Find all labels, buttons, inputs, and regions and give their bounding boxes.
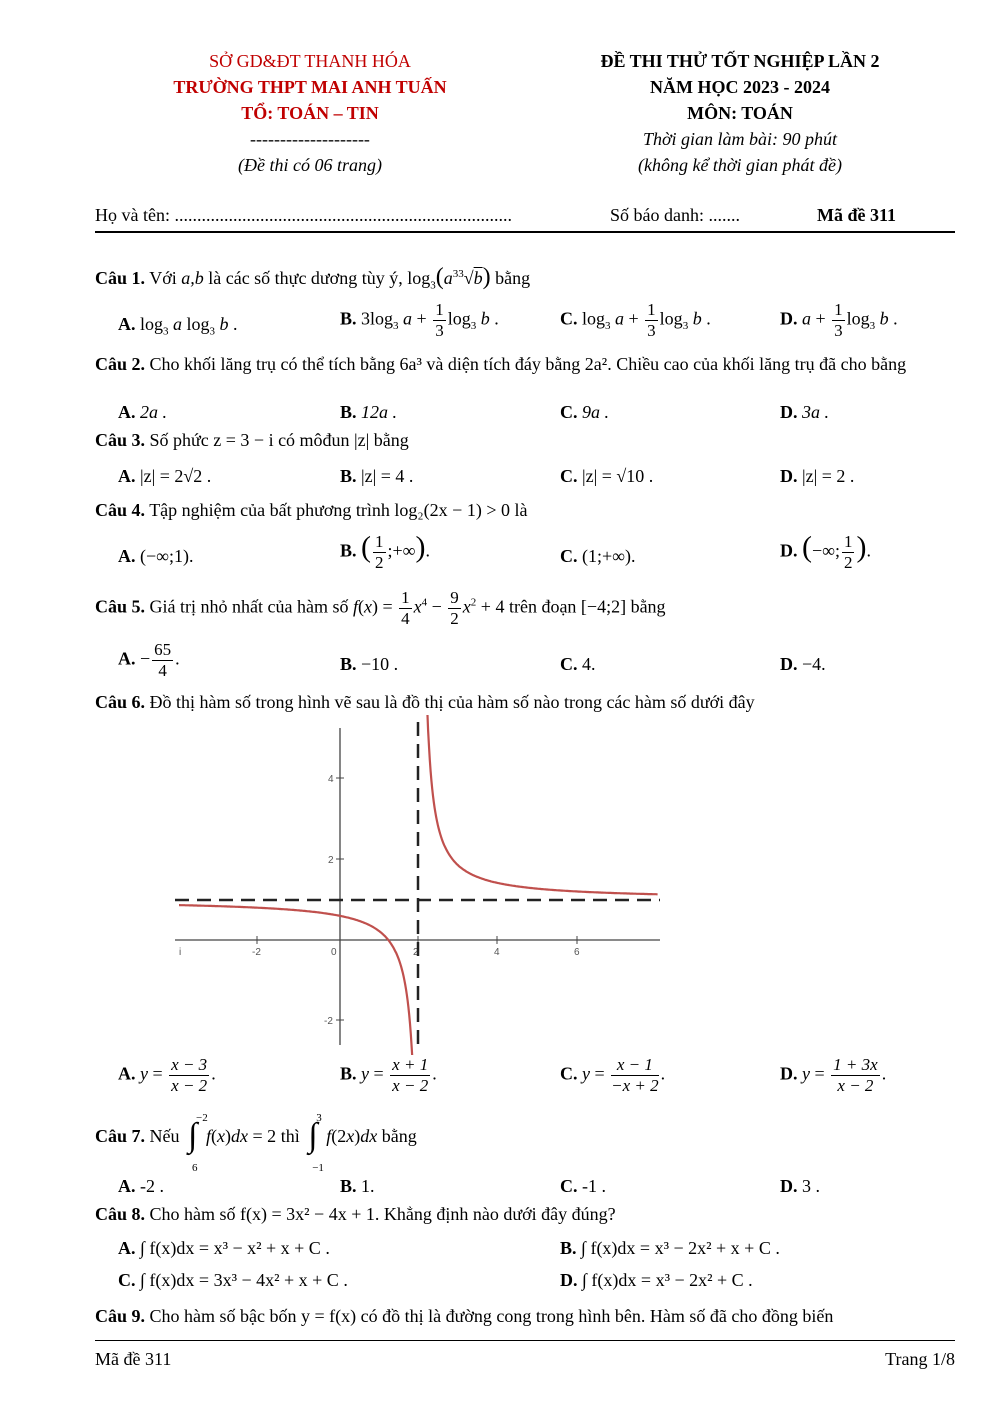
question-text: bằng <box>490 268 531 288</box>
q6-option-a: A. y = $\frac{x - 3}{x - 2}$ . <box>118 1055 216 1095</box>
time-note: (không kể thời gian phát đề) <box>637 155 843 175</box>
q3-option-c: C. |z| = √10 . <box>560 466 654 486</box>
question-4 <box>95 498 955 522</box>
q1-option-a: A. $\log_3 a$ $\log_3 b$ . <box>118 314 238 338</box>
subject: MÔN: TOÁN <box>687 103 793 123</box>
q4-option-b: B. ( $\frac{1}{2}$ ;+∞). <box>340 530 430 572</box>
q2-option-a: A. 2a . <box>118 402 167 422</box>
q2-option-d: D. 3a . <box>780 402 829 422</box>
page-number: Trang 1/8 <box>885 1349 955 1369</box>
header-right <box>520 48 960 178</box>
q7-option-a: A. -2 . <box>118 1176 164 1196</box>
x-tick-label: 0 <box>331 947 337 958</box>
question-label: Câu 9. <box>95 1306 146 1326</box>
question-text: bằng <box>377 1126 417 1147</box>
student-number-field: Số báo danh: ....... <box>610 205 740 225</box>
student-name-field: Họ và tên: ........................................................................... <box>95 205 512 225</box>
y-tick-label: 2 <box>328 855 334 866</box>
question-5: Câu 5. Giá trị nhỏ nhất của hàm số f(x) = $\frac{1}{4}$ $x^4$ − $\frac{9}{2}$ $x^2 + 4$ trên đoạn [−4;2] bằng <box>95 588 666 628</box>
q4-option-d: D. (−∞; $\frac{1}{2}$ ). <box>780 530 871 572</box>
question-text: Tập nghiệm của bất phương trình log₂(2x − 1) > 0 là <box>145 500 528 520</box>
question-text: Cho hàm số bậc bốn y = f(x) có đồ thị là đường cong trong hình bên. Hàm số đã cho đồng biến <box>145 1306 834 1326</box>
question-text: trên đoạn [−4;2] bằng <box>504 596 666 617</box>
q8-option-d: D. ∫ f(x)dx = x³ − 2x² + C . <box>560 1270 753 1290</box>
student-id-line <box>95 203 955 233</box>
q7-option-c: C. -1 . <box>560 1176 606 1196</box>
q5-option-d: D. −4. <box>780 654 826 674</box>
q8-option-a: A. ∫ f(x)dx = x³ − x² + x + C . <box>118 1238 330 1258</box>
department-name: SỞ GD&ĐT THANH HÓA <box>209 51 411 71</box>
question-3 <box>95 428 955 452</box>
x-tick-label: -2 <box>252 947 261 958</box>
question-label: Câu 5. <box>95 596 146 617</box>
q3-option-d: D. |z| = 2 . <box>780 466 855 486</box>
graph-branch-right <box>423 715 658 894</box>
question-label: Câu 8. <box>95 1204 146 1224</box>
time-limit: Thời gian làm bài: 90 phút <box>642 129 838 149</box>
q7-option-d: D. 3 . <box>780 1176 820 1196</box>
question-text: thì <box>276 1126 305 1147</box>
question-text: Cho khối lăng trụ có thể tích bằng 6a³ và diện tích đáy bằng 2a². Chiều cao của khối lăng trụ đã cho bằng <box>145 354 907 374</box>
q8-option-b: B. ∫ f(x)dx = x³ − 2x² + x + C . <box>560 1238 780 1258</box>
q8-option-c: C. ∫ f(x)dx = 3x³ − 4x² + x + C . <box>118 1270 348 1290</box>
x-tick-label: 4 <box>494 947 500 958</box>
question-2 <box>95 352 955 376</box>
q6-option-b: B. y = $\frac{x + 1}{x - 2}$ . <box>340 1055 437 1095</box>
q4-option-c: C. (1;+∞). <box>560 546 636 566</box>
q5-option-a: A. − $\frac{65}{4}$ . <box>118 640 180 680</box>
q2-option-b: B. 12a . <box>340 402 398 422</box>
q5-option-b: B. −10 . <box>340 654 399 674</box>
page-footer <box>95 1340 955 1370</box>
svg-text:i: i <box>179 947 182 958</box>
school-year: NĂM HỌC 2023 - 2024 <box>650 77 830 97</box>
y-tick-label: -2 <box>324 1016 333 1027</box>
question-9 <box>95 1304 955 1328</box>
question-label: Câu 2. <box>95 354 146 374</box>
group-name: TỔ: TOÁN – TIN <box>241 103 379 123</box>
question-label: Câu 6. <box>95 692 146 712</box>
question-label: Câu 3. <box>95 430 146 450</box>
question-text: là các số thực dương tùy ý, <box>203 268 408 288</box>
footer-exam-code: Mã đề 311 <box>95 1349 172 1369</box>
question-text: Số phức z = 3 − i có môđun |z| bằng <box>145 430 409 450</box>
question-text: Nếu <box>145 1126 185 1147</box>
q6-option-d: D. y = $\frac{1 + 3x}{x - 2}$ . <box>780 1055 887 1095</box>
question-label: Câu 1. <box>95 268 146 288</box>
question-text: Đồ thị hàm số trong hình vẽ sau là đồ thị của hàm số nào trong các hàm số dưới đây <box>145 692 755 712</box>
q3-option-b: B. |z| = 4 . <box>340 466 414 486</box>
q1-option-d: D. a + $\frac{1}{3}$ $\log_3 b$ . <box>780 300 898 340</box>
function-graph <box>170 715 670 1055</box>
exam-title: ĐỀ THI THỬ TỐT NGHIỆP LẦN 2 <box>600 51 880 71</box>
q1-option-c: C. $\log_3 a$ + $\frac{1}{3}$ $\log_3 b$ . <box>560 300 711 340</box>
q3-option-a: A. |z| = 2√2 . <box>118 466 212 486</box>
q4-option-a: A. (−∞;1). <box>118 546 194 566</box>
question-8 <box>95 1202 955 1226</box>
header-left <box>110 48 510 178</box>
question-label: Câu 4. <box>95 500 146 520</box>
question-text: Giá trị nhỏ nhất của hàm số <box>145 596 353 617</box>
question-6 <box>95 690 955 714</box>
y-tick-label: 4 <box>328 774 334 785</box>
question-text: Với <box>145 268 182 288</box>
x-tick-label: 6 <box>574 947 580 958</box>
school-name: TRƯỜNG THPT MAI ANH TUẤN <box>173 77 447 97</box>
question-1: Câu 1. Với a,b là các số thực dương tùy ý, $\log_3(a^{33}√b)$ bằng <box>95 264 531 292</box>
question-text: Cho hàm số f(x) = 3x² − 4x + 1. Khẳng định nào dưới đây đúng? <box>145 1204 616 1224</box>
x-tick-label: 2 <box>413 947 419 958</box>
exam-code: Mã đề 311 <box>817 205 896 225</box>
separator: -------------------- <box>250 129 370 149</box>
q7-option-b: B. 1. <box>340 1176 375 1196</box>
q1-option-b: B. $3\log_3$ a + $\frac{1}{3}$ $\log_3 b$ . <box>340 300 499 340</box>
q5-option-c: C. 4. <box>560 654 596 674</box>
question-7: Câu 7. Nếu −2 ∫ 6 f(x)dx = 2 thì 3 ∫ −1 f(2x)dx bằng <box>95 1112 417 1174</box>
graph-branch-left <box>179 905 417 1055</box>
q6-option-c: C. y = $\frac{x - 1}{-x + 2}$ . <box>560 1055 666 1095</box>
q2-option-c: C. 9a . <box>560 402 609 422</box>
question-label: Câu 7. <box>95 1126 146 1147</box>
page-count-note: (Đề thi có 06 trang) <box>238 155 382 175</box>
